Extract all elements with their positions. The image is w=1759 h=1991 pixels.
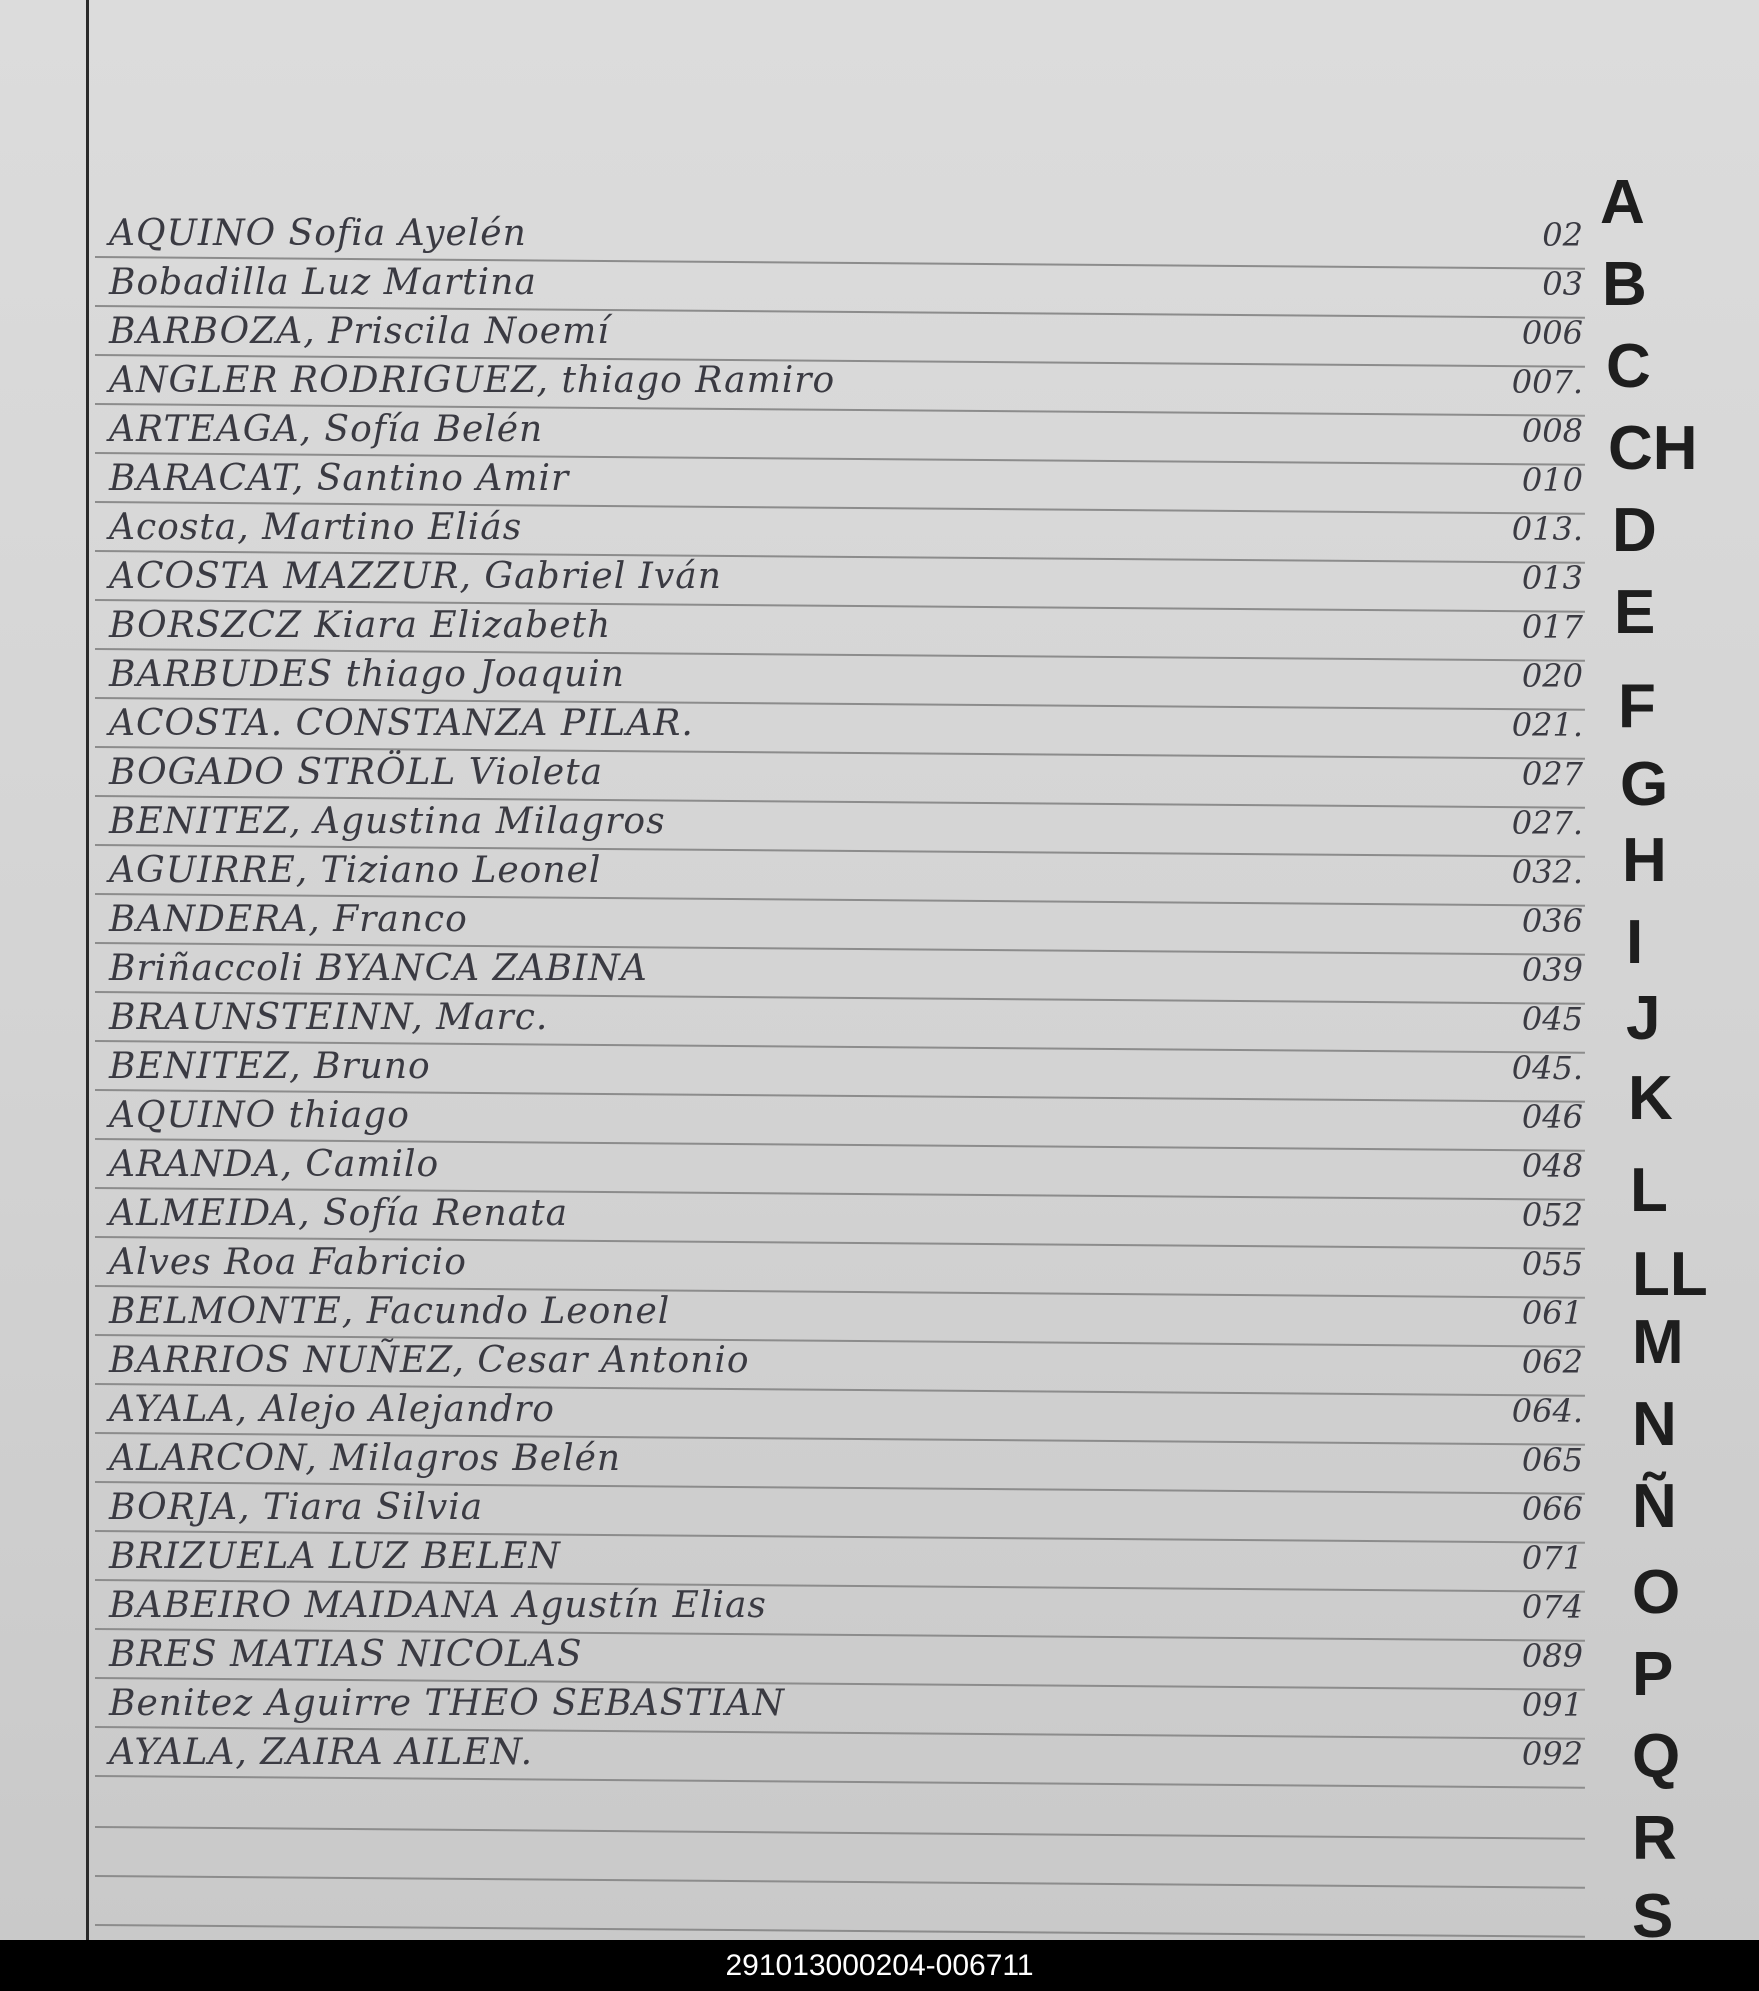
ruled-line (95, 1875, 1585, 1889)
footer-code: 291013000204-006711 (725, 1948, 1034, 1982)
student-name: BORJA, Tiara Silvia (109, 1487, 484, 1528)
index-tab[interactable]: S (1632, 1882, 1674, 1940)
index-tab[interactable]: P (1632, 1640, 1674, 1709)
student-number: 02 (1542, 216, 1583, 254)
list-item (95, 210, 1585, 258)
student-number: 045. (1511, 1049, 1583, 1087)
footer-code-bar (0, 1940, 1759, 1991)
student-number: 089 (1521, 1637, 1583, 1675)
student-name: AYALA, Alejo Alejandro (109, 1389, 555, 1430)
student-number: 055 (1521, 1245, 1583, 1283)
student-number: 013. (1511, 510, 1583, 548)
student-number: 061 (1521, 1294, 1583, 1332)
student-name: BOGADO STRÖLL Violeta (109, 752, 604, 793)
list-item (95, 847, 1585, 895)
list-item (95, 945, 1585, 993)
list-item (95, 1484, 1585, 1532)
student-name: ACOSTA. CONSTANZA PILAR. (109, 703, 694, 744)
student-name: BARRIOS NUÑEZ, Cesar Antonio (109, 1340, 750, 1381)
student-name: ACOSTA MAZZUR, Gabriel Iván (109, 556, 722, 597)
student-number: 032. (1511, 853, 1583, 891)
list-item (95, 1190, 1585, 1238)
index-tab[interactable]: CH (1608, 414, 1698, 483)
student-number: 006 (1521, 314, 1583, 352)
student-name: Bobadilla Luz Martina (109, 262, 537, 303)
student-name: BRIZUELA LUZ BELEN (109, 1536, 561, 1577)
student-number: 091 (1521, 1686, 1583, 1724)
student-number: 048 (1521, 1147, 1583, 1185)
index-tab[interactable]: LL (1632, 1240, 1708, 1309)
student-name: AGUIRRE, Tiziano Leonel (109, 850, 602, 891)
index-tab[interactable]: C (1606, 332, 1651, 401)
student-number: 007. (1511, 363, 1583, 401)
student-number: 065 (1521, 1441, 1583, 1479)
student-name: ALMEIDA, Sofía Renata (109, 1193, 569, 1234)
student-name: Benitez Aguirre THEO SEBASTIAN (109, 1683, 785, 1724)
index-tab[interactable]: D (1612, 496, 1657, 565)
list-item (95, 1680, 1585, 1728)
student-number: 039 (1521, 951, 1583, 989)
index-tab[interactable]: L (1630, 1156, 1668, 1225)
student-number: 013 (1521, 559, 1583, 597)
student-number: 036 (1521, 902, 1583, 940)
student-number: 027. (1511, 804, 1583, 842)
student-name: AQUINO thiago (109, 1095, 410, 1136)
index-tab[interactable]: F (1618, 672, 1656, 741)
index-tab[interactable]: J (1626, 984, 1661, 1053)
list-item (95, 994, 1585, 1042)
student-name: ANGLER RODRIGUEZ, thiago Ramiro (109, 360, 836, 401)
student-name: BANDERA, Franco (109, 899, 468, 940)
index-tab[interactable]: A (1600, 168, 1645, 237)
list-item (95, 1631, 1585, 1679)
student-name: BRAUNSTEINN, Marc. (109, 997, 549, 1038)
student-name: Alves Roa Fabricio (109, 1242, 467, 1283)
index-tab[interactable]: E (1614, 578, 1656, 647)
ruled-line (95, 1826, 1585, 1840)
list-item (95, 700, 1585, 748)
index-tab[interactable]: B (1602, 250, 1647, 319)
student-number: 027 (1521, 755, 1583, 793)
list-item (95, 1141, 1585, 1189)
student-number: 017 (1521, 608, 1583, 646)
list-item (95, 651, 1585, 699)
student-name: BABEIRO MAIDANA Agustín Elias (109, 1585, 767, 1626)
list-item (95, 1288, 1585, 1336)
list-item (95, 504, 1585, 552)
list-item (95, 1043, 1585, 1091)
list-item (95, 308, 1585, 356)
student-name: AQUINO Sofia Ayelén (109, 213, 527, 254)
student-number: 020 (1521, 657, 1583, 695)
alphabet-index (1590, 0, 1759, 1940)
index-tab[interactable]: H (1622, 826, 1667, 895)
student-name: BARBOZA, Priscila Noemí (109, 311, 610, 352)
index-tab[interactable]: G (1620, 750, 1669, 819)
student-name: ARTEAGA, Sofía Belén (109, 409, 544, 450)
student-name: BRES MATIAS NICOLAS (109, 1634, 583, 1675)
student-number: 021. (1511, 706, 1583, 744)
student-number: 010 (1521, 461, 1583, 499)
list-item (95, 749, 1585, 797)
student-name: BENITEZ, Agustina Milagros (109, 801, 666, 842)
student-number: 074 (1521, 1588, 1583, 1626)
student-number: 008 (1521, 412, 1583, 450)
student-name: ARANDA, Camilo (109, 1144, 440, 1185)
student-number: 046 (1521, 1098, 1583, 1136)
student-number: 052 (1521, 1196, 1583, 1234)
index-tab[interactable]: M (1632, 1308, 1684, 1377)
ruled-line (95, 1775, 1585, 1789)
student-number: 064. (1511, 1392, 1583, 1430)
student-name: BARBUDES thiago Joaquin (109, 654, 625, 695)
student-name: Acosta, Martino Eliás (109, 507, 523, 548)
list-item (95, 455, 1585, 503)
student-name: ALARCON, Milagros Belén (109, 1438, 622, 1479)
list-item (95, 1435, 1585, 1483)
list-item (95, 357, 1585, 405)
student-name: BORSZCZ Kiara Elizabeth (109, 605, 612, 646)
index-tab[interactable]: K (1628, 1064, 1673, 1133)
student-name: BENITEZ, Bruno (109, 1046, 431, 1087)
list-item (95, 1729, 1585, 1777)
list-item (95, 602, 1585, 650)
list-item (95, 553, 1585, 601)
student-number: 062 (1521, 1343, 1583, 1381)
student-number: 092 (1521, 1735, 1583, 1773)
ruled-line (95, 1924, 1585, 1938)
student-name: Briñaccoli BYANCA ZABINA (109, 948, 648, 989)
student-name: BELMONTE, Facundo Leonel (109, 1291, 671, 1332)
list-item (95, 1582, 1585, 1630)
student-number: 066 (1521, 1490, 1583, 1528)
list-item (95, 896, 1585, 944)
list-item (95, 1092, 1585, 1140)
student-number: 071 (1521, 1539, 1583, 1577)
list-item (95, 1239, 1585, 1287)
student-number: 045 (1521, 1000, 1583, 1038)
index-tab[interactable]: O (1632, 1558, 1681, 1627)
index-tab[interactable]: Ñ (1632, 1472, 1677, 1541)
list-item (95, 406, 1585, 454)
index-tab[interactable]: Q (1632, 1722, 1681, 1791)
student-name: BARACAT, Santino Amir (109, 458, 570, 499)
student-number: 03 (1542, 265, 1583, 303)
index-tab[interactable]: R (1632, 1804, 1677, 1873)
index-tab[interactable]: I (1626, 908, 1644, 977)
index-tab[interactable]: N (1632, 1390, 1677, 1459)
list-item (95, 259, 1585, 307)
student-name: AYALA, ZAIRA AILEN. (109, 1732, 534, 1773)
list-item (95, 1337, 1585, 1385)
list-item (95, 1386, 1585, 1434)
list-item (95, 798, 1585, 846)
list-item (95, 1533, 1585, 1581)
